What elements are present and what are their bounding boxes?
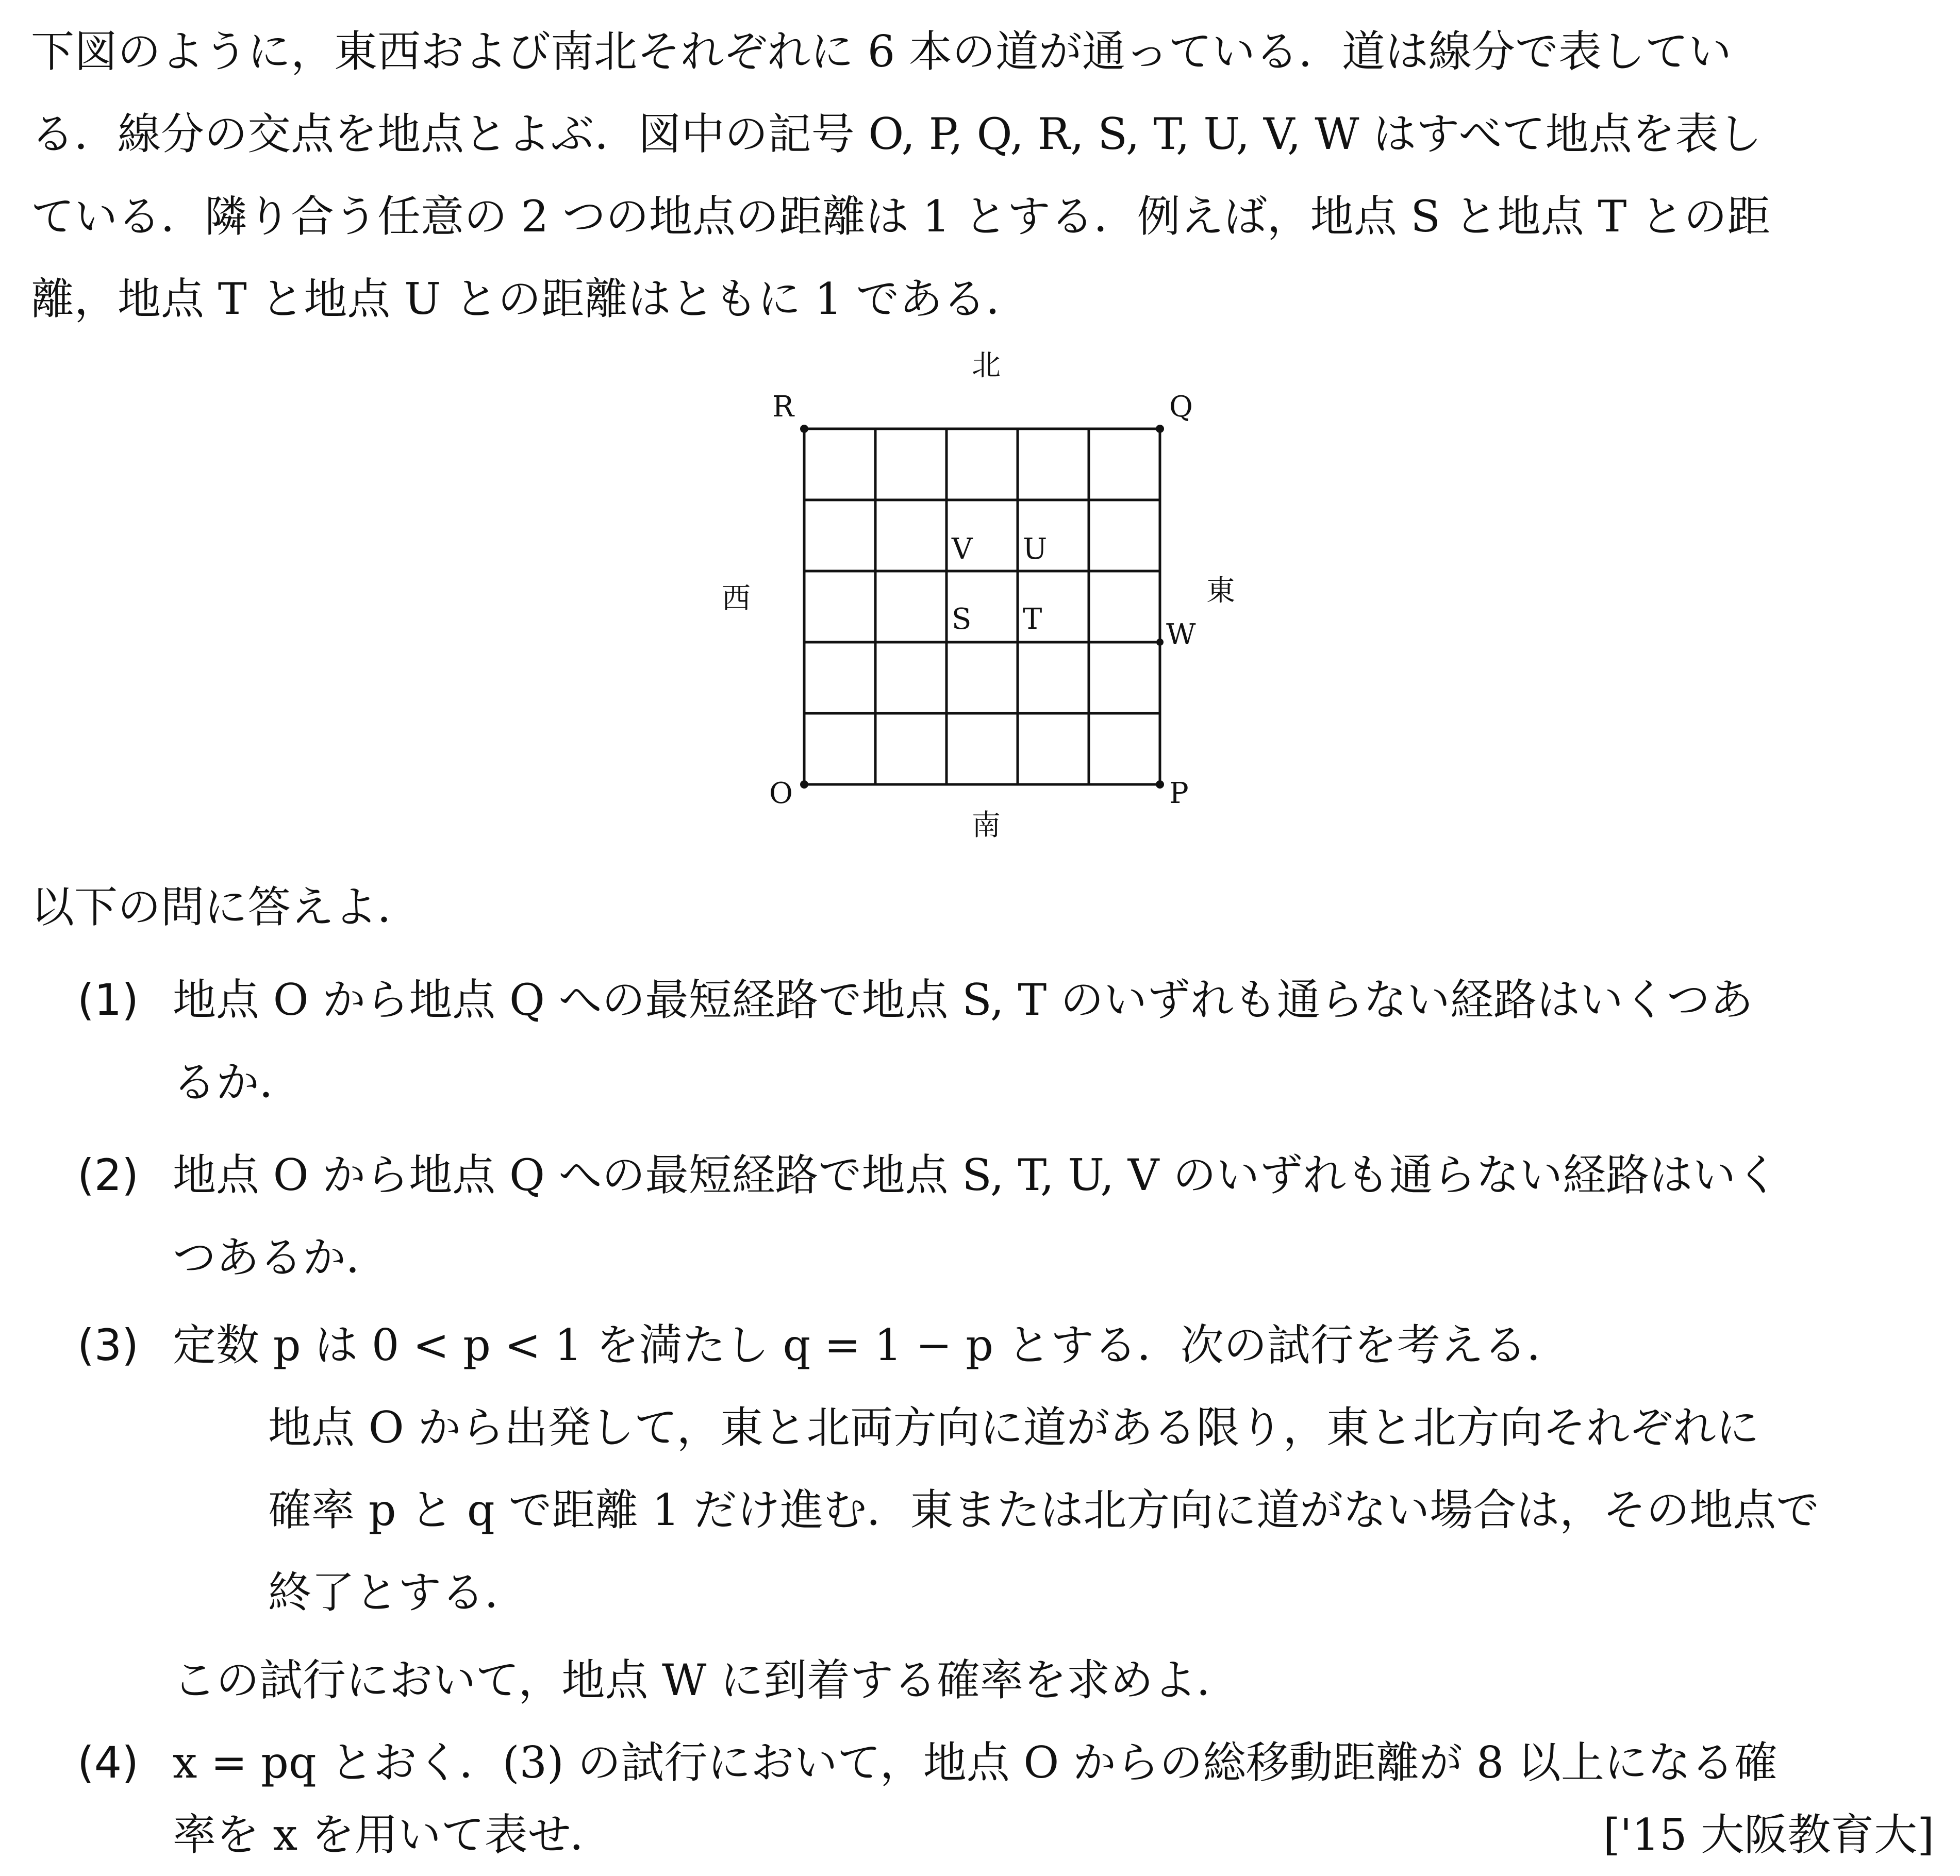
road-grid-figure <box>711 340 1278 856</box>
point-q-label: Q <box>1169 390 1193 424</box>
q3-trial-line-1: 地点 O から出発して，東と北両方向に道がある限り，東と北方向それぞれに <box>268 1402 1759 1453</box>
point-r-label: R <box>772 390 794 424</box>
lead-text: 以下の問に答えよ． <box>31 882 421 932</box>
q3-line-1: 定数 p は 0 < p < 1 を満たし q = 1 − p とする．次の試行を考える． <box>173 1320 1570 1370</box>
source-citation: ['15 大阪教育大] <box>1603 1810 1934 1860</box>
q2-line-1: 地点 O から地点 Q への最短経路で地点 S, T, U, V のいずれも通らない経路はいく <box>173 1150 1780 1200</box>
point-w-label: W <box>1166 618 1196 651</box>
point-t-label: T <box>1023 602 1042 636</box>
point-v-label: V <box>952 532 973 566</box>
intro-line-4: 離，地点 T と地点 U との距離はともに 1 である． <box>31 274 1029 324</box>
q4-number: (4) <box>77 1737 139 1788</box>
corner-dots <box>800 425 1164 789</box>
north-label: 北 <box>972 349 1001 382</box>
intro-line-1: 下図のように，東西および南北それぞれに 6 本の道が通っている．道は線分で表してい <box>31 26 1732 77</box>
grid-lines <box>804 429 1160 784</box>
q1-number: (1) <box>77 975 139 1025</box>
point-o-dot <box>800 780 808 789</box>
q4-line-1: x = pq とおく．(3) の試行において，地点 O からの総移動距離が 8 以上になる確 <box>173 1737 1778 1788</box>
intro-line-3: ている．隣り合う任意の 2 つの地点の距離は 1 とする．例えば，地点 S と地点 T との距 <box>31 191 1771 242</box>
intro-line-2: る．線分の交点を地点とよぶ．図中の記号 O, P, Q, R, S, T, U, V, W はすべて地点を表し <box>31 109 1762 159</box>
point-q-dot <box>1156 425 1164 433</box>
q3-trial-line-2: 確率 p と q で距離 1 だけ進む．東または北方向に道がない場合は，その地点で <box>268 1485 1820 1535</box>
q4-line-2: 率を x を用いて表せ． <box>173 1810 613 1860</box>
q2-number: (2) <box>77 1150 139 1200</box>
east-label: 東 <box>1206 574 1235 608</box>
q3-ask: この試行において，地点 W に到着する確率を求めよ． <box>173 1655 1240 1705</box>
q2-line-2: つあるか． <box>173 1232 390 1283</box>
q3-number: (3) <box>77 1320 139 1370</box>
point-u-label: U <box>1023 532 1048 566</box>
q1-line-1: 地点 O から地点 Q への最短経路で地点 S, T のいずれも通らない経路はいくつあ <box>173 975 1753 1025</box>
point-o-label: O <box>769 777 793 810</box>
south-label: 南 <box>972 809 1001 842</box>
point-p-label: P <box>1169 777 1189 810</box>
point-w-dot <box>1156 639 1164 646</box>
point-r-dot <box>800 425 808 433</box>
point-s-label: S <box>952 602 972 636</box>
west-label: 西 <box>722 582 751 615</box>
point-p-dot <box>1156 780 1164 789</box>
q1-line-2: るか． <box>173 1057 303 1108</box>
q3-trial-line-3: 終了とする． <box>268 1567 528 1618</box>
